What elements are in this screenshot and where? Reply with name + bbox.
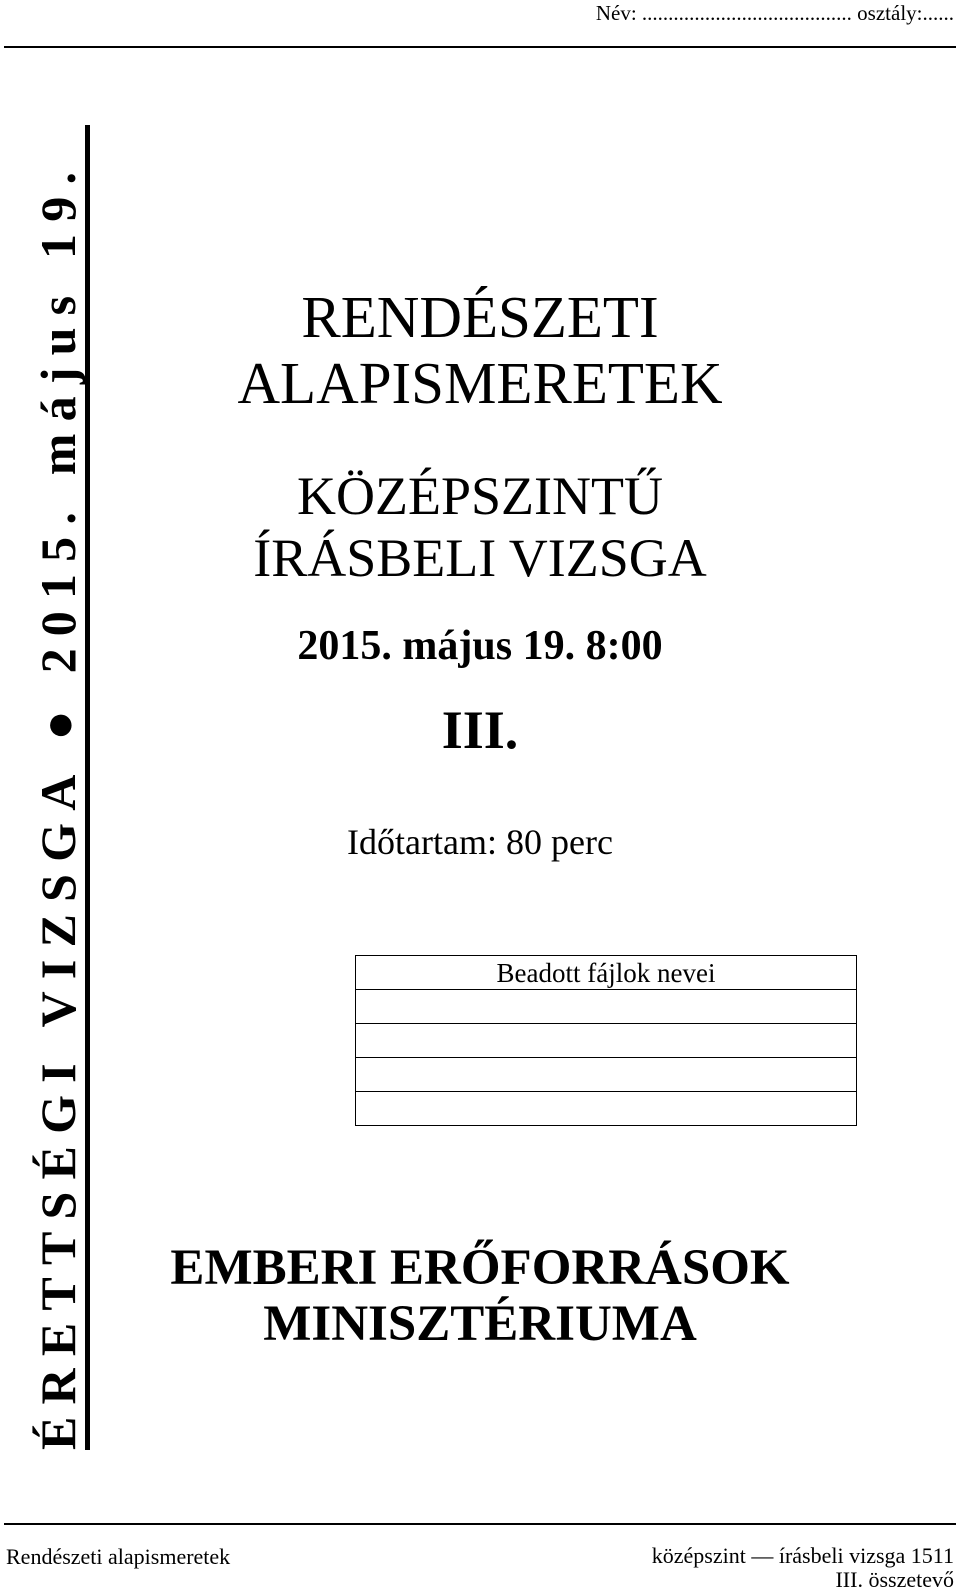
header-divider [4,46,956,48]
footer-subject: Rendészeti alapismeretek [6,1544,231,1569]
side-banner-text: ÉRETTSÉGI VIZSGA ● 2015. május 19. [30,159,86,1450]
title-line-1: RENDÉSZETI [301,284,659,350]
section-number: III. [441,700,519,760]
exam-date: 2015. május 19. 8:00 [297,623,663,669]
footer-component: III. összetevő [835,1567,954,1592]
ministry-line-1: EMBERI ERŐFORRÁSOK [170,1240,790,1296]
file-name-cell [356,1092,857,1126]
footer-divider [4,1523,956,1525]
exam-subject-title [140,284,820,416]
table-row [356,1092,857,1126]
exam-level-title [140,465,820,589]
submitted-files-table [355,955,857,1126]
table-row [356,1024,857,1058]
ministry-name [140,1240,820,1352]
footer-level-code: középszint — írásbeli vizsga 1511 [651,1543,954,1568]
table-row [356,990,857,1024]
file-name-cell [356,1058,857,1092]
table-header-cell: Beadott fájlok nevei [356,956,857,990]
side-banner [30,125,90,1450]
title-line-2: ALAPISMERETEK [237,350,723,416]
subtitle-line-1: KÖZÉPSZINTŰ [297,466,663,526]
footer-exam-info [652,1544,954,1592]
table-header-row [356,956,857,990]
table-row [356,1058,857,1092]
exam-duration: Időtartam: 80 perc [347,822,613,862]
ministry-line-2: MINISZTÉRIUMA [263,1296,697,1352]
subtitle-line-2: ÍRÁSBELI VIZSGA [253,528,707,588]
student-name-class-fields: Név: ........................................ osztály:...... [595,1,954,25]
file-name-cell [356,990,857,1024]
file-name-cell [356,1024,857,1058]
